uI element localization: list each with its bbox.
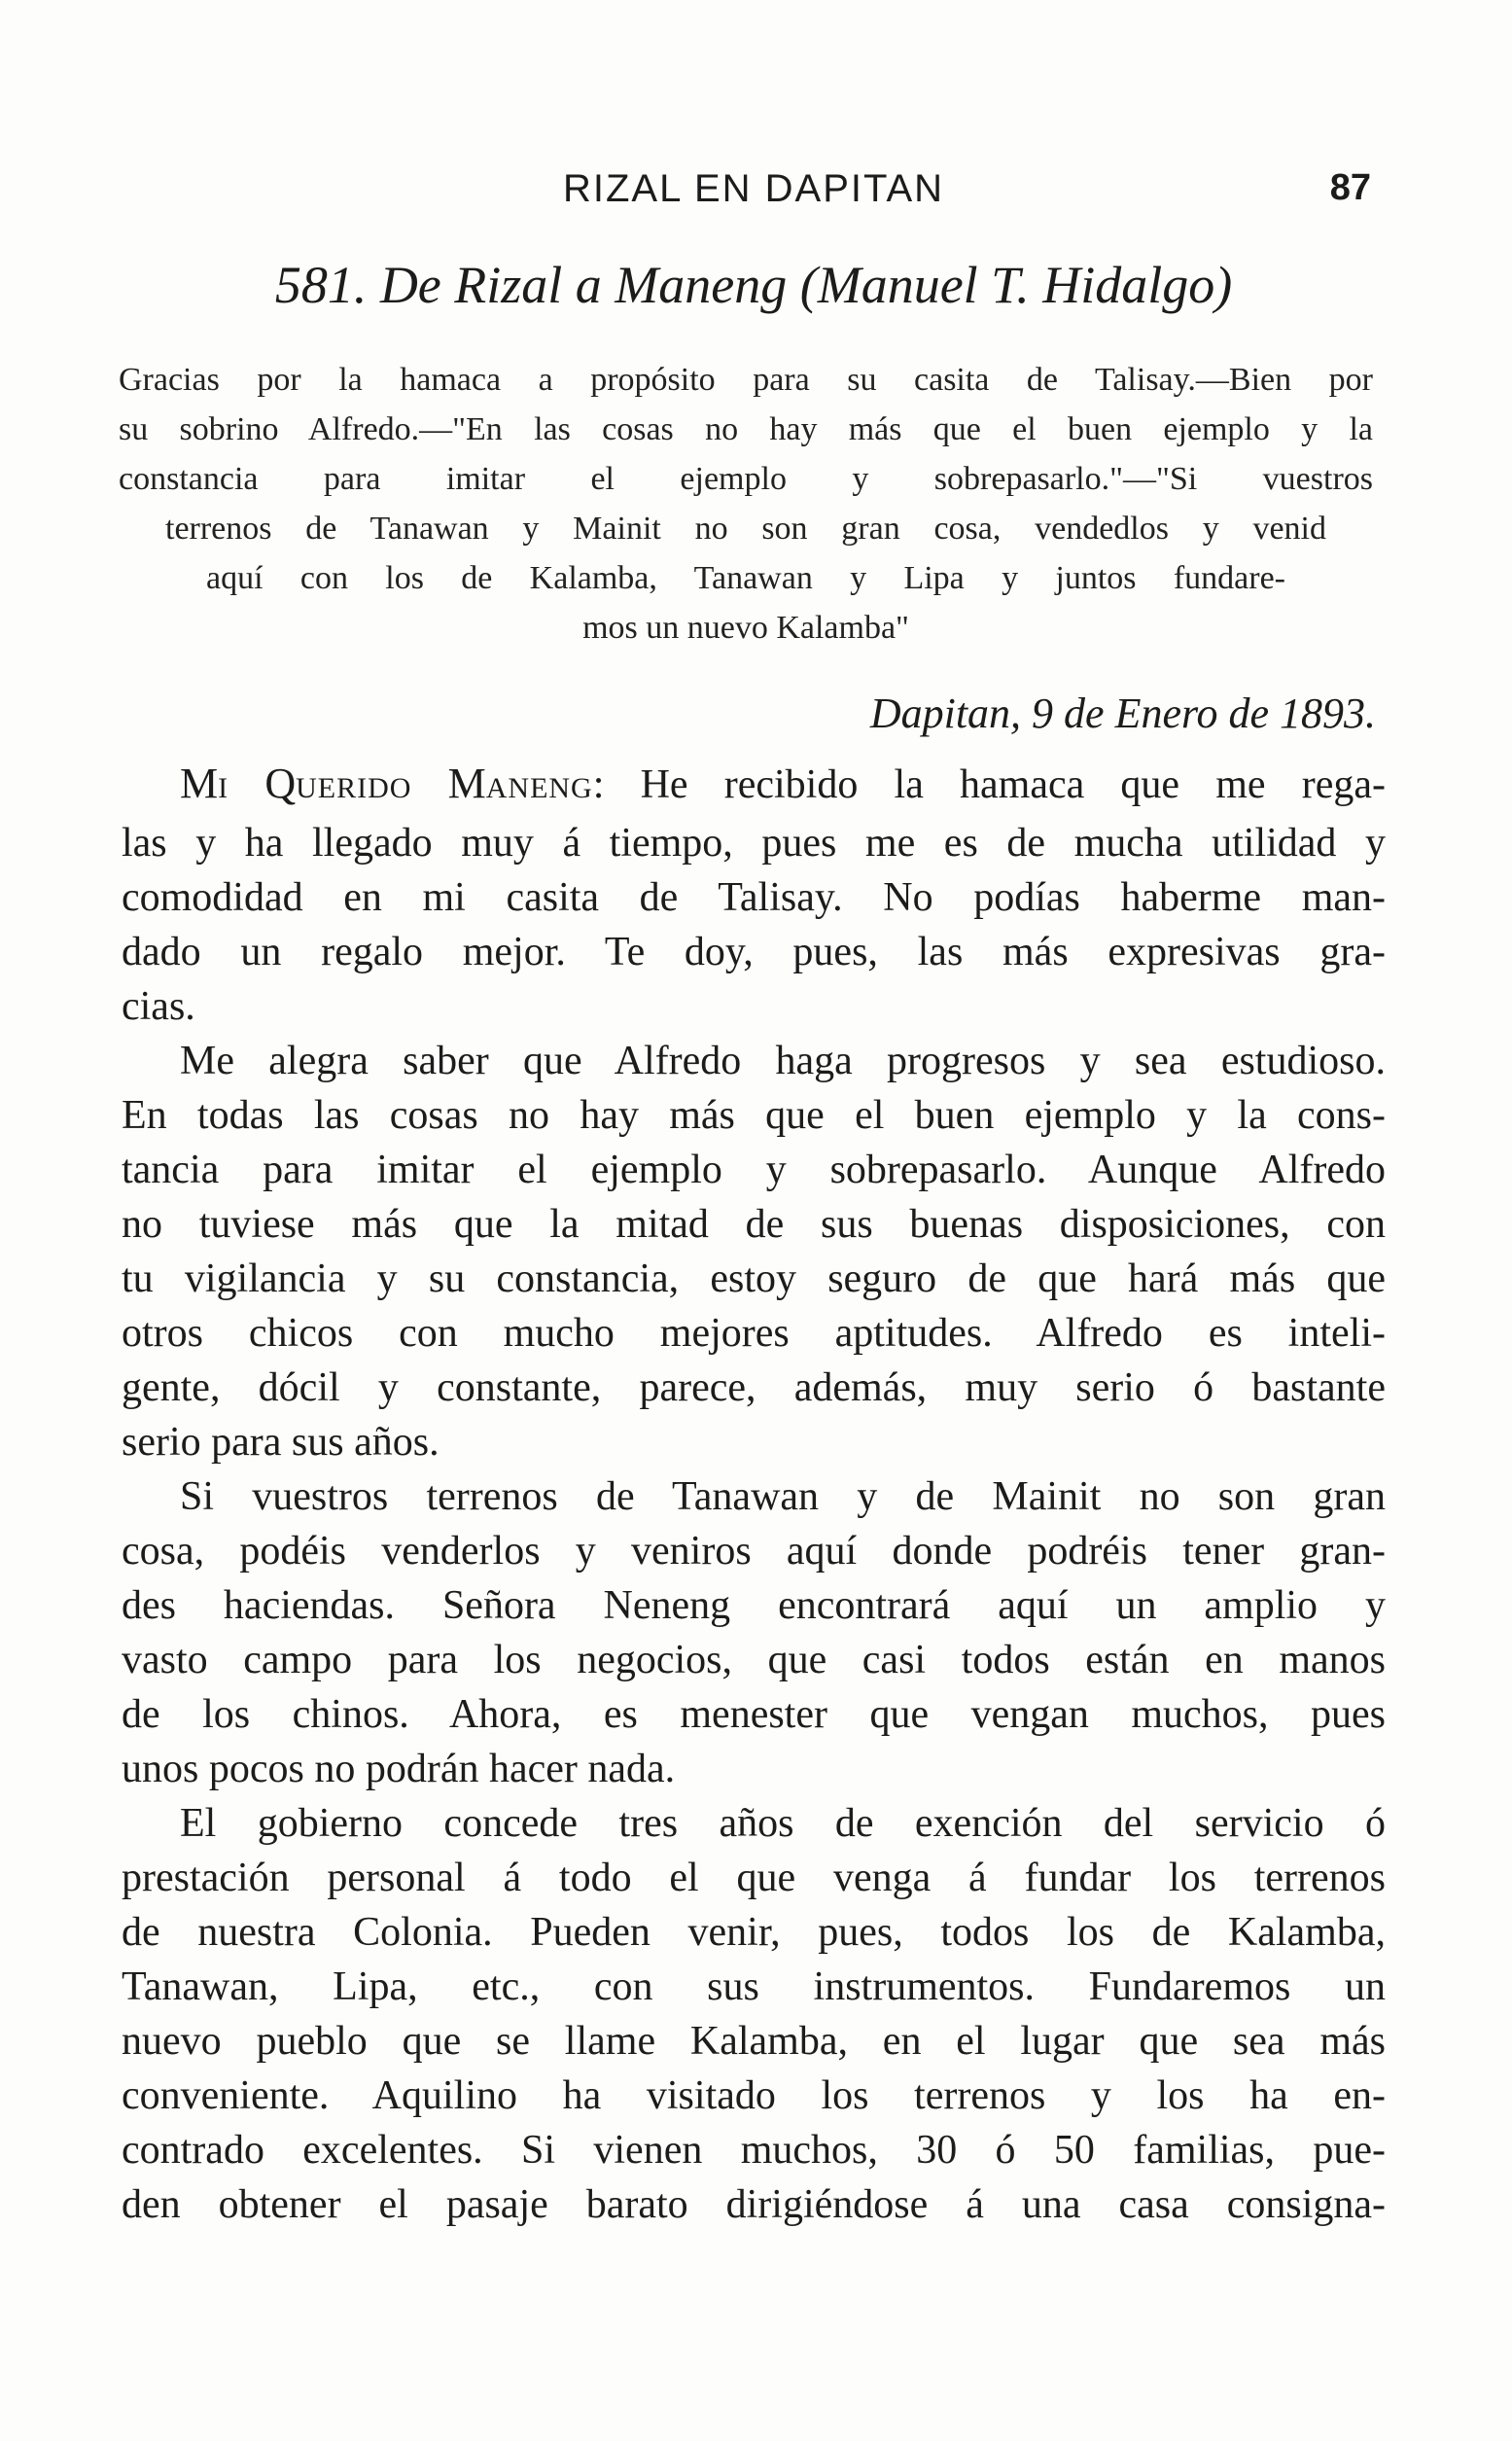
body-line: cosa, podéis venderlos y veniros aquí donde podréis tener gran- — [122, 1529, 1386, 1574]
summary-line: aquí con los de Kalamba, Tanawan y Lipa y juntos fundare- — [206, 560, 1285, 596]
body-line: comodidad en mi casita de Talisay. No podías haberme man- — [122, 875, 1386, 920]
body-line: otros chicos con mucho mejores aptitudes. Alfredo es inteli- — [122, 1311, 1386, 1356]
running-header — [136, 167, 1371, 226]
body-line: gente, dócil y constante, parece, además, muy serio ó bastante — [122, 1365, 1386, 1410]
body-line: cias. — [122, 984, 195, 1029]
running-title: RIZAL EN DAPITAN — [562, 167, 945, 210]
body-line: vasto campo para los negocios, que casi todos están en manos — [122, 1638, 1386, 1682]
summary-line: mos un nuevo Kalamba" — [582, 610, 909, 646]
body-line: des haciendas. Señora Neneng encontrará aquí un amplio y — [122, 1583, 1386, 1628]
body-line: Si vuestros terrenos de Tanawan y de Mainit no son gran — [180, 1474, 1386, 1519]
body-line: nuevo pueblo que se llame Kalamba, en el lugar que sea más — [122, 2019, 1386, 2064]
body-line: serio para sus años. — [122, 1420, 440, 1465]
summary-line: su sobrino Alfredo.—"En las cosas no hay más que el buen ejemplo y la — [119, 411, 1373, 447]
dateline: Dapitan, 9 de Enero de 1893. — [869, 690, 1376, 737]
body-line: tancia para imitar el ejemplo y sobrepasarlo. Aunque Alfredo — [122, 1148, 1386, 1192]
body-line: de los chinos. Ahora, es menester que vengan muchos, pues — [122, 1692, 1386, 1737]
body-line-text: He recibido la hamaca que me rega- — [604, 762, 1387, 807]
body-line: prestación personal á todo el que venga á fundar los terrenos — [122, 1856, 1386, 1900]
summary-line: terrenos de Tanawan y Mainit no son gran cosa, vendedlos y venid — [165, 511, 1326, 547]
salutation: MI QUERIDO MANENG: — [180, 760, 605, 807]
body-line: dado un regalo mejor. Te doy, pues, las más expresivas gra- — [122, 930, 1386, 974]
body-line: El gobierno concede tres años de exención del servicio ó — [180, 1801, 1386, 1846]
body-line: de nuestra Colonia. Pueden venir, pues, todos los de Kalamba, — [122, 1910, 1386, 1955]
body-line: no tuviese más que la mitad de sus buenas disposiciones, con — [122, 1202, 1386, 1247]
body-line: conveniente. Aquilino ha visitado los terrenos y los ha en- — [122, 2073, 1386, 2118]
page-number: 87 — [1329, 167, 1371, 208]
body-line: Tanawan, Lipa, etc., con sus instrumentos. Fundaremos un — [122, 1964, 1386, 2009]
summary-line: constancia para imitar el ejemplo y sobrepasarlo."—"Si vuestros — [119, 461, 1373, 497]
letter-title: 581. De Rizal a Maneng (Manuel T. Hidalgo) — [274, 256, 1233, 314]
body-line: den obtener el pasaje barato dirigiéndose á una casa consigna- — [122, 2182, 1386, 2227]
body-line-salutation — [122, 757, 1386, 816]
body-line: contrado excelentes. Si vienen muchos, 30 ó 50 familias, pue- — [122, 2128, 1386, 2173]
letter-body — [122, 757, 1386, 2232]
body-line: las y ha llegado muy á tiempo, pues me es de mucha utilidad y — [122, 821, 1386, 866]
letter-summary — [119, 355, 1373, 653]
body-line: unos pocos no podrán hacer nada. — [122, 1747, 676, 1791]
summary-line: Gracias por la hamaca a propósito para su casita de Talisay.—Bien por — [119, 362, 1373, 398]
body-line: En todas las cosas no hay más que el buen ejemplo y la cons- — [122, 1093, 1386, 1138]
body-line: tu vigilancia y su constancia, estoy seguro de que hará más que — [122, 1256, 1386, 1301]
body-line: Me alegra saber que Alfredo haga progresos y sea estudioso. — [180, 1039, 1386, 1083]
